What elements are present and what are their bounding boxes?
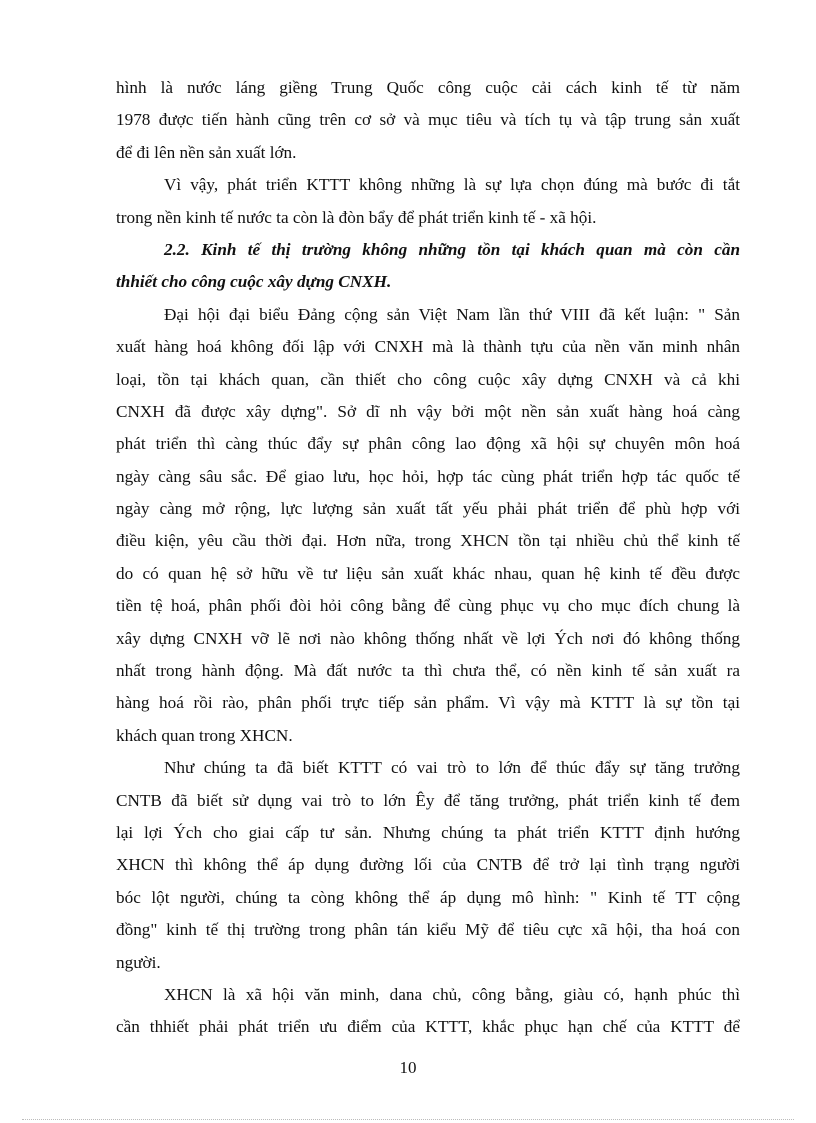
text-line: ngày càng mở rộng, lực lượng sản xuất tất yếu phải phát triển để phù hợp với xyxy=(116,499,740,519)
text-line: Vì vậy, phát triển KTTT không những là sự lựa chọn đúng mà bước đi tắt xyxy=(164,175,740,195)
text-line: điều kiện, yêu cầu thời đại. Hơn nữa, trong XHCN tồn tại nhiều chủ thể kinh tế xyxy=(116,531,740,551)
text-line: cần thhiết phải phát triển ưu điểm của KTTT, khắc phục hạn chế của KTTT để xyxy=(116,1017,740,1037)
text-line: ngày càng sâu sắc. Để giao lưu, học hỏi, hợp tác cùng phát triển hợp tác quốc tế xyxy=(116,466,740,486)
section-heading: 2.2. Kinh tế thị trường không những tồn tại khách quan mà còn cần xyxy=(164,239,740,259)
text-line: bóc lột người, chúng ta còng không thể áp dụng mô hình: " Kinh tế TT cộng xyxy=(116,887,740,907)
text-line: 1978 được tiến hành cũng trên cơ sở và mục tiêu và tích tụ và tập trung sản xuất xyxy=(116,110,740,130)
text-line: do có quan hệ sở hữu về tư liệu sản xuất khác nhau, quan hệ kinh tế đều được xyxy=(116,563,740,583)
text-line: đồng" kinh tế thị trường trong phân tán kiểu Mỹ để tiêu cực xã hội, tha hoá con xyxy=(116,920,740,940)
text-line: trong nền kinh tế nước ta còn là đòn bẩy để phát triển kinh tế - xã hội. xyxy=(116,207,597,227)
text-line: khách quan trong XHCN. xyxy=(116,725,293,745)
text-line: lại lợi Ých cho giai cấp tư sản. Nhưng chúng ta phát triển KTTT định hướng xyxy=(116,822,740,842)
section-heading: thhiết cho công cuộc xây dựng CNXH. xyxy=(116,272,392,292)
body-text xyxy=(116,72,740,1044)
text-line: xây dựng CNXH vỡ lẽ nơi nào không thống nhất về lợi Ých nơi đó không thống xyxy=(116,628,740,648)
text-line: xuất hàng hoá không đối lập với CNXH mà là thành tựu của nền văn minh nhân xyxy=(116,337,740,357)
text-line: người. xyxy=(116,952,161,972)
text-line: hình là nước láng giềng Trung Quốc công cuộc cải cách kinh tế từ năm xyxy=(116,78,740,97)
text-line: Đại hội đại biểu Đảng cộng sản Việt Nam lần thứ VIII đã kết luận: " Sản xyxy=(164,304,740,324)
text-line: tiền tệ hoá, phân phối đòi hỏi công bằng để cùng phục vụ cho mục đích chung là xyxy=(116,596,740,616)
text-line: Như chúng ta đã biết KTTT có vai trò to lớn để thúc đẩy sự tăng trưởng xyxy=(164,758,740,778)
text-line: để đi lên nền sản xuất lớn. xyxy=(116,142,297,162)
text-line: XHCN là xã hội văn minh, dana chủ, công bằng, giàu có, hạnh phúc thì xyxy=(164,984,740,1004)
text-line: CNTB đã biết sử dụng vai trò to lớn Êy để tăng trưởng, phát triển kinh tế đem xyxy=(116,790,740,810)
text-line: hàng hoá rồi rào, phân phối trực tiếp sản phẩm. Vì vậy mà KTTT là sự tồn tại xyxy=(116,693,740,713)
text-line: phát triển thì càng thúc đẩy sự phân công lao động xã hội sự chuyên môn hoá xyxy=(116,434,740,454)
text-line: XHCN thì không thể áp dụng đường lối của CNTB để trở lại tình trạng người xyxy=(116,855,740,875)
text-line: loại, tồn tại khách quan, cần thiết cho công cuộc xây dựng CNXH và cả khi xyxy=(116,369,740,389)
page-number: 10 xyxy=(399,1058,417,1077)
text-line: nhất trong hành động. Mà đất nước ta thì chưa thể, có nền kinh tế sản xuất ra xyxy=(116,661,740,681)
page-bottom-divider xyxy=(22,1119,794,1120)
text-line: CNXH đã được xây dựng". Sở dĩ nh vậy bởi một nền sản xuất hàng hoá càng xyxy=(116,401,740,421)
